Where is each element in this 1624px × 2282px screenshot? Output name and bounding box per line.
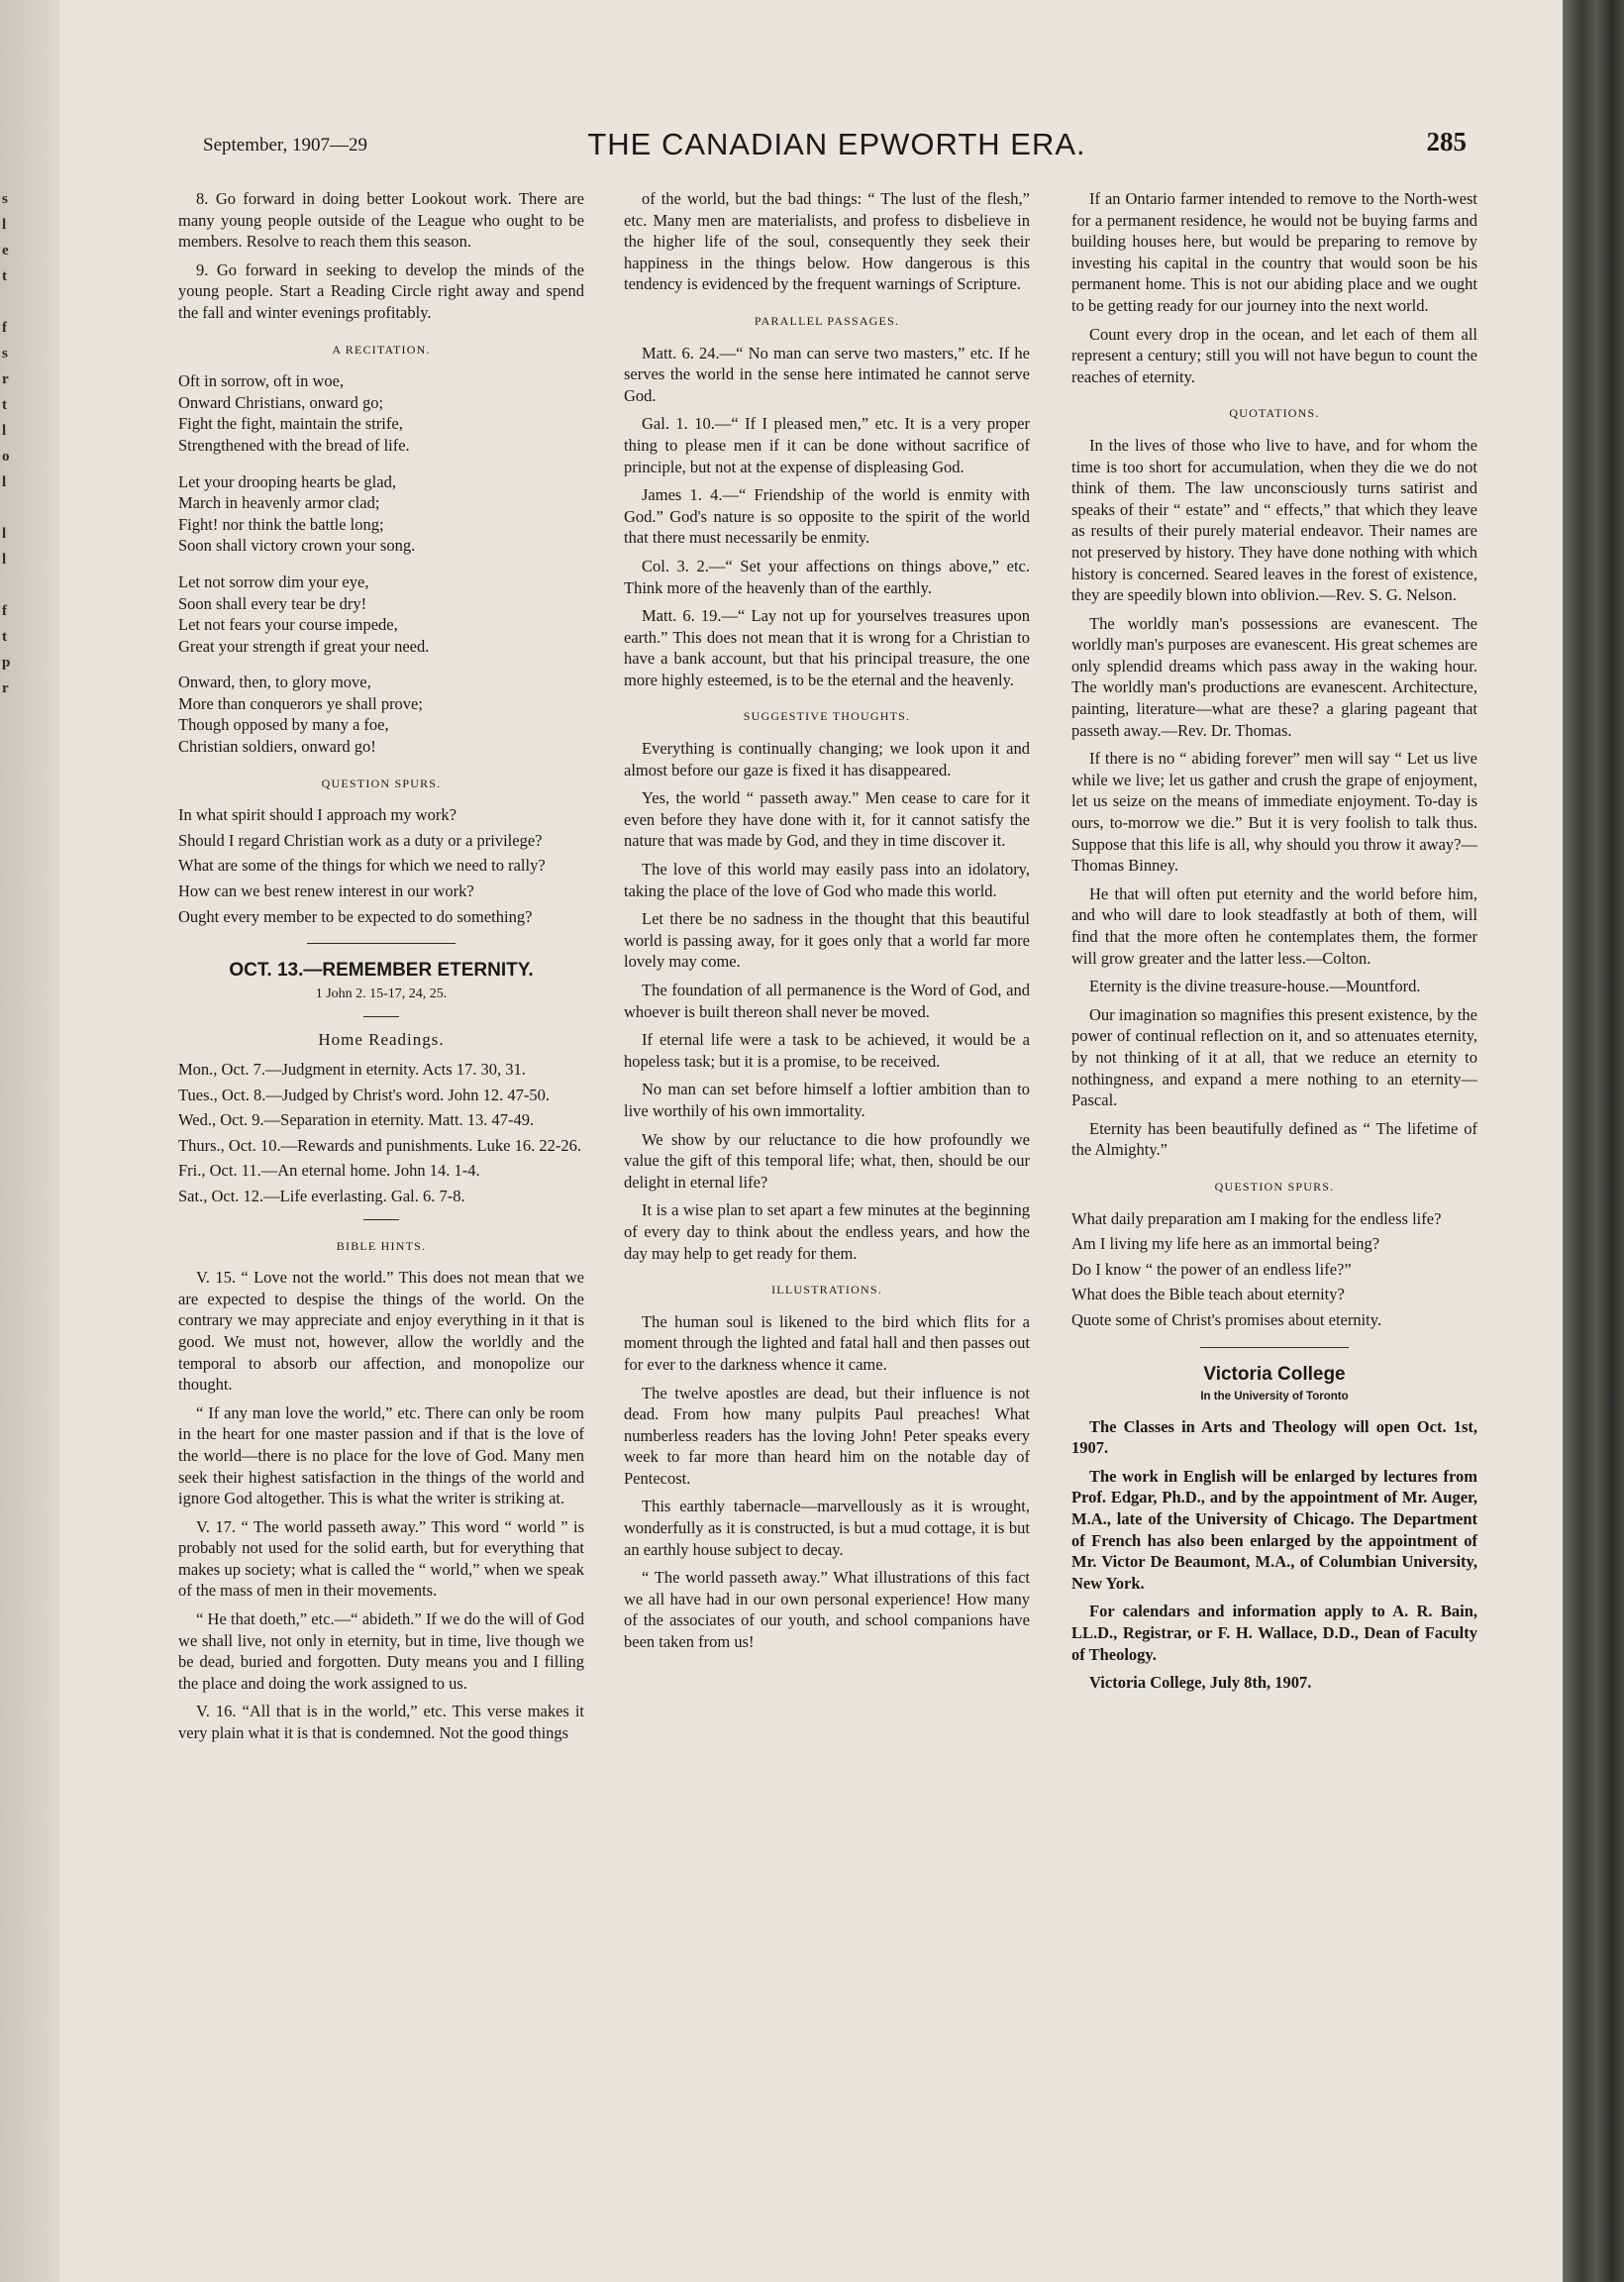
home-reading: Sat., Oct. 12.—Life everlasting. Gal. 6. 7-8. <box>178 1186 465 1205</box>
ad-paragraph-list <box>1071 1416 1477 1694</box>
question-list <box>1071 1208 1477 1331</box>
paragraph: Count every drop in the ocean, and let each of them all represent a century; still you will not have begun to count the reaches of eternity. <box>1071 324 1477 386</box>
recitation-poem <box>178 370 584 758</box>
question: What are some of the things for which we need to rally? <box>178 856 546 876</box>
fold-letter: s <box>2 191 8 207</box>
question: Ought every member to be expected to do something? <box>178 906 533 926</box>
column-3 <box>1071 188 1477 1701</box>
paragraph: of the world, but the bad things: “ The lust of the flesh,” etc. Many men are materialists, and profess to disbelieve in the higher life of the soul, consequently they seek their happiness in the things below. How dangerous is this tendency is evidenced by the frequent warnings of Scripture. <box>624 189 1030 294</box>
recitation-heading: A RECITATION. <box>332 342 431 357</box>
bible-hint: “ He that doeth,” etc.—“ abideth.” If we do the will of God we shall live, not only in eternity, but in time, live though we be dead, buried and forgotten. Duty means you and I filling the place and doing the work assigned to us. <box>178 1609 584 1693</box>
bible-hint-list <box>178 1267 584 1743</box>
illustration: The twelve apostles are dead, but their influence is not dead. From how many pulpits Paul preaches! What numberless readers has the loving John! Peter speaks every week to far more than heard him on the notable day of Pentecost. <box>624 1383 1030 1488</box>
question: In what spirit should I approach my work? <box>178 805 457 825</box>
fold-letter <box>2 495 16 521</box>
parallel-passage: Gal. 1. 10.—“ If I pleased men,” etc. It is a very proper thing to please men if it can be done without sacrifice of principle, but not at the expense of displeasing God. <box>624 414 1030 476</box>
paragraph-list <box>178 188 584 324</box>
page-header <box>203 127 1471 166</box>
fold-letter: s <box>2 346 8 362</box>
fold-letter: l <box>2 423 7 439</box>
quotation: Our imagination so magnifies this present existence, by the power of continual reflection on it, and so attenuates eternity, by not thinking of it at all, that we reduce an eternity to nothingness, and expand a mere nothing to an eternity—Pascal. <box>1071 1004 1477 1110</box>
poem-line: Fight the fight, maintain the strife, <box>178 414 403 434</box>
quotation: The worldly man's possessions are evanescent. The worldly man's purposes are evanescent. His great schemes are only splendid dreams which pass away in the waking hour. The worldly man's productions are evanescent. Architecture, painting, literature—what are these? a glaring pageant that passeth away.—Rev. Dr. Thomas. <box>1071 613 1477 740</box>
quotation: Eternity has been beautifully defined as “ The lifetime of the Almighty.” <box>1071 1118 1477 1160</box>
home-reading: Thurs., Oct. 10.—Rewards and punishments. Luke 16. 22-26. <box>178 1135 581 1155</box>
fold-letters <box>2 186 16 701</box>
fold-letter: o <box>2 449 10 465</box>
parallel-passage: Matt. 6. 24.—“ No man can serve two masters,” etc. If he serves the world in the sense here intimated he cannot serve God. <box>624 343 1030 405</box>
issue-date: September, 1907—29 <box>203 135 367 156</box>
parallel-passages-heading: PARALLEL PASSAGES. <box>754 313 900 328</box>
bible-hint: “ If any man love the world,” etc. There can only be room in the heart for one master passion and if that is the love of the world—there is no place for the love of God. Many men seek their highest satisfaction in the things of the world and ignore God altogether. This is what the writer is striking at. <box>178 1402 584 1508</box>
poem-line: Onward Christians, onward go; <box>178 392 384 412</box>
poem-line: Soon shall every tear be dry! <box>178 593 367 613</box>
question: Quote some of Christ's promises about eternity. <box>1071 1309 1382 1329</box>
parallel-passage: Col. 3. 2.—“ Set your affections on things above,” etc. Think more of the heavenly than of the earthly. <box>624 556 1030 597</box>
poem-line: Fight! nor think the battle long; <box>178 514 384 534</box>
thought: Everything is continually changing; we look upon it and almost before our gaze is fixed it has disappeared. <box>624 739 1030 779</box>
fold-letter <box>2 572 16 598</box>
fold-letter: r <box>2 371 9 387</box>
thought: If eternal life were a task to be achieved, it would be a hopeless task; but it is a promise, to be received. <box>624 1030 1030 1071</box>
home-reading: Tues., Oct. 8.—Judged by Christ's word. John 12. 47-50. <box>178 1085 550 1104</box>
paragraph: If an Ontario farmer intended to remove to the North-west for a permanent residence, he would not be buying farms and building houses here, but would be preparing to remove by investing his capital in the country that would soon be his permanent home. This is not our abiding place and we ought to be getting ready for our journey into the next world. <box>1071 189 1477 315</box>
poem-line: March in heavenly armor clad; <box>178 493 380 513</box>
illustration: “ The world passeth away.” What illustrations of this fact we all have had in our own personal experience! How many of the associates of our youth, and school companions have been taken from us! <box>624 1568 1030 1652</box>
fold-letter: r <box>2 680 9 696</box>
ad-paragraph: The work in English will be enlarged by lectures from Prof. Edgar, Ph.D., and by the appointment of Mr. Auger, M.A., late of the University of Chicago. The Department of French has also been enlarged by the appointment of Mr. Victor De Beaumont, M.A., of Columbian University, New York. <box>1071 1466 1477 1593</box>
thought: Let there be no sadness in the thought that this beautiful world is passing away, for it goes only that a world far more lovely may come. <box>624 909 1030 972</box>
poem-stanza <box>178 571 584 657</box>
section-divider <box>1200 1347 1349 1348</box>
question: What does the Bible teach about eternity? <box>1071 1285 1345 1304</box>
page-edge <box>1563 0 1624 2282</box>
question-list <box>178 804 584 927</box>
bible-hint: V. 16. “All that is in the world,” etc. This verse makes it very plain what it is that is condemned. Not the good things <box>178 1702 584 1743</box>
quotation: He that will often put eternity and the world before him, and who will dare to look steadfastly at both of them, will find that the more often he contemplates them, the former will grow greater and the latter less.—Colton. <box>1071 883 1477 968</box>
question-spurs-heading: QUESTION SPURS. <box>1214 1179 1335 1193</box>
question-spurs-heading: QUESTION SPURS. <box>321 776 442 790</box>
paragraph: 8. Go forward in doing better Lookout work. There are many young people outside of the League who ought to be members. Resolve to reach them this season. <box>178 189 584 252</box>
section-divider <box>307 943 456 944</box>
thought: We show by our reluctance to die how profoundly we value the gift of this temporal life; what, then, should be our delight in eternal life? <box>624 1129 1030 1192</box>
fold-letter: p <box>2 655 11 671</box>
fold-letter: t <box>2 397 7 413</box>
question: Do I know “ the power of an endless life?” <box>1071 1259 1352 1279</box>
poem-line: Oft in sorrow, oft in woe, <box>178 371 345 391</box>
thought-list <box>624 738 1030 1264</box>
quotation: If there is no “ abiding forever” men will say “ Let us live while we live; let us gather and crush the grape of enjoyment, let us seize on the means of immediate enjoyment. To-day is ours, to-morrow we die.” But it is very foolish to talk thus. Suppose that this life is all, why should you throw it away?—Thomas Binney. <box>1071 749 1477 876</box>
fold-letter: t <box>2 629 7 645</box>
page-number: 285 <box>1426 127 1467 156</box>
scripture-reference: 1 John 2. 15-17, 24, 25. <box>315 985 448 1001</box>
quotation: Eternity is the divine treasure-house.—Mountford. <box>1089 977 1421 996</box>
ad-title: Victoria College <box>1203 1363 1346 1385</box>
question: Am I living my life here as an immortal being? <box>1071 1234 1380 1254</box>
poem-line: Christian soldiers, onward go! <box>178 737 376 757</box>
victoria-college-ad <box>1071 1364 1477 1694</box>
ad-paragraph: Victoria College, July 8th, 1907. <box>1089 1673 1312 1693</box>
question: What daily preparation am I making for the endless life? <box>1071 1208 1442 1228</box>
illustrations-heading: ILLUSTRATIONS. <box>771 1283 882 1297</box>
thought: Yes, the world “ passeth away.” Men cease to care for it even before they have done with it, for it cannot satisfy the nature that was made by God, and they in time discover it. <box>624 788 1030 851</box>
poem-line: Onward, then, to glory move, <box>178 673 371 692</box>
question: How can we best renew interest in our work? <box>178 882 474 901</box>
fold-letter <box>2 289 16 315</box>
quotation: In the lives of those who live to have, and for whom the time is too short for accumulation, when they die we do not think of them. The law unconsciously turns satirist and speaks of their “ estate” and “ effects,” that which they leave as results of their purely material endeavor. Their names are not preserved by history. They have done nothing with which history is concerned. Seared leaves in the forest of existence, they are speedily blown into oblivion.—Rev. S. G. Nelson. <box>1071 435 1477 605</box>
poem-line: Strengthened with the bread of life. <box>178 435 410 455</box>
thought: The love of this world may easily pass into an idolatory, taking the place of the love of God who made this world. <box>624 860 1030 900</box>
thought: It is a wise plan to set apart a few minutes at the beginning of every day to think about the endless years, and how the day may help to get ready for them. <box>624 1200 1030 1263</box>
home-reading-list <box>178 1059 584 1207</box>
thought: The foundation of all permanence is the Word of God, and whoever is built thereon shall never be moved. <box>624 981 1030 1021</box>
fold-letter: l <box>2 474 7 490</box>
bible-hint: V. 15. “ Love not the world.” This does not mean that we are expected to despise the things of the world. On the contrary we may appreciate and enjoy everything in it that is good. We must not, however, allow the worldly and the temporal to absorb our affection, and monopolize our thought. <box>178 1268 584 1395</box>
poem-line: More than conquerors ye shall prove; <box>178 693 423 713</box>
question: Should I regard Christian work as a duty or a privilege? <box>178 830 543 850</box>
fold-letter: e <box>2 243 9 259</box>
illustration: The human soul is likened to the bird which flits for a moment through the lighted and fatal hall and then passes out for ever to the darkness whence it came. <box>624 1311 1030 1374</box>
paragraph-list <box>624 188 1030 295</box>
journal-title: THE CANADIAN EPWORTH ERA. <box>587 127 1086 161</box>
parallel-passage: James 1. 4.—“ Friendship of the world is enmity with God.” God's nature is so opposite to the spirit of the world that there must necessarily be enmity. <box>624 485 1030 548</box>
column-1 <box>178 188 584 1751</box>
parallel-passage: Matt. 6. 19.—“ Lay not up for yourselves treasures upon earth.” This does not mean that it is wrong for a Christian to have a bank account, but that his principal treasure, the one more highly esteemed, is to be the eternal and the heavenly. <box>624 606 1030 689</box>
illustration-list <box>624 1311 1030 1653</box>
home-readings-heading: Home Readings. <box>318 1030 445 1050</box>
bible-hints-heading: BIBLE HINTS. <box>336 1238 427 1253</box>
fold-letter: l <box>2 217 7 233</box>
home-reading: Fri., Oct. 11.—An eternal home. John 14. 1-4. <box>178 1161 480 1181</box>
fold-letter: t <box>2 268 7 284</box>
poem-stanza <box>178 370 584 456</box>
column-2 <box>624 188 1030 1660</box>
paragraph-list <box>1071 188 1477 387</box>
fold-letter: l <box>2 526 7 542</box>
fold-letter: f <box>2 603 7 619</box>
short-divider <box>363 1016 399 1017</box>
home-reading: Mon., Oct. 7.—Judgment in eternity. Acts 17. 30, 31. <box>178 1060 526 1079</box>
parallel-passage-list <box>624 343 1030 691</box>
poem-line: Let not sorrow dim your eye, <box>178 571 369 591</box>
poem-line: Soon shall victory crown your song. <box>178 536 416 556</box>
poem-line: Let your drooping hearts be glad, <box>178 471 396 491</box>
fold-letter: l <box>2 552 7 568</box>
quotations-heading: QUOTATIONS. <box>1229 406 1320 421</box>
poem-stanza <box>178 672 584 757</box>
home-reading: Wed., Oct. 9.—Separation in eternity. Matt. 13. 47-49. <box>178 1110 535 1130</box>
ad-paragraph: For calendars and information apply to A. R. Bain, LL.D., Registrar, or F. H. Wallace, D.D., Dean of Faculty of Theology. <box>1071 1602 1477 1664</box>
ad-subtitle: In the University of Toronto <box>1200 1391 1349 1403</box>
poem-line: Though opposed by many a foe, <box>178 715 389 735</box>
book-spine <box>0 0 59 2282</box>
poem-line: Great your strength if great your need. <box>178 636 430 656</box>
illustration: This earthly tabernacle—marvellously as it is wrought, wonderfully as it is constructed, is but a mud cottage, it is but an earthly house subject to decay. <box>624 1497 1030 1559</box>
fold-letter: f <box>2 320 7 336</box>
suggestive-thoughts-heading: SUGGESTIVE THOUGHTS. <box>743 709 911 724</box>
short-divider <box>363 1219 399 1220</box>
bible-hint: V. 17. “ The world passeth away.” This word “ world ” is probably not used for the solid earth, but for everything that makes up society; what is called the “ world,” when we speak of the mass of men in their movements. <box>178 1516 584 1601</box>
thought: No man can set before himself a loftier ambition than to live worthily of his own immortality. <box>624 1080 1030 1120</box>
paragraph: 9. Go forward in seeking to develop the minds of the young people. Start a Reading Circle right away and spend the fall and winter evenings profitably. <box>178 259 584 322</box>
quotation-list <box>1071 435 1477 1161</box>
poem-line: Let not fears your course impede, <box>178 615 398 635</box>
ad-paragraph: The Classes in Arts and Theology will open Oct. 1st, 1907. <box>1071 1416 1477 1458</box>
poem-stanza <box>178 471 584 557</box>
section-title: OCT. 13.—REMEMBER ETERNITY. <box>229 960 534 982</box>
